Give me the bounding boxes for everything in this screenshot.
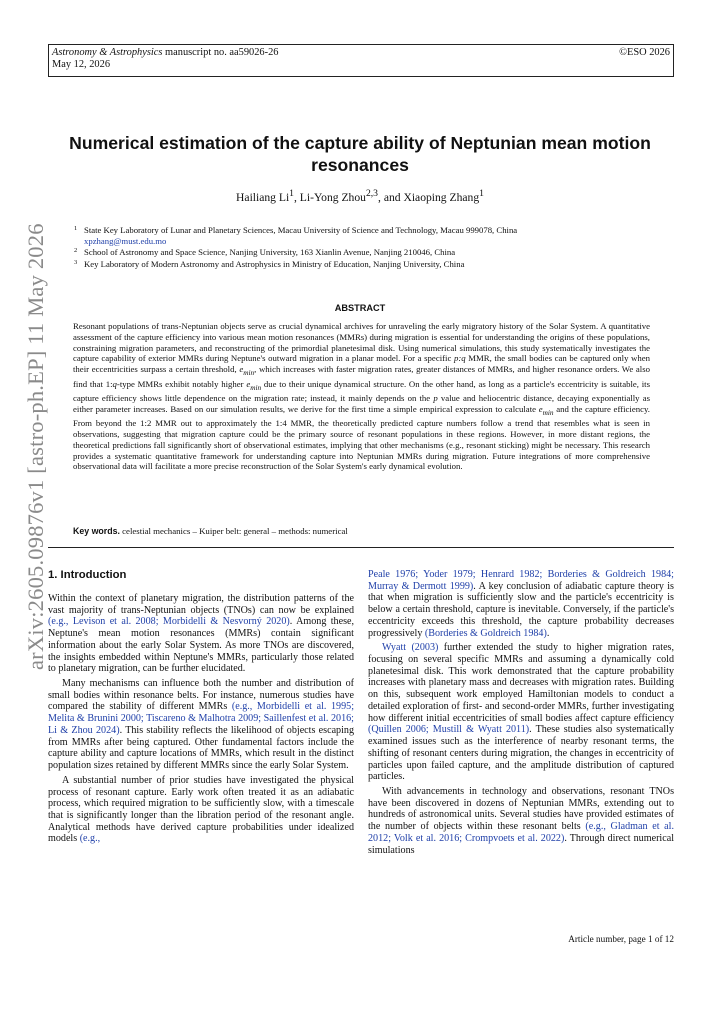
affiliation-email-row: [74, 236, 664, 247]
header-left: [52, 47, 278, 72]
page-footer: Article number, page 1 of 12: [568, 934, 674, 944]
paragraph: Within the context of planetary migration, the distribution patterns of the vast majority of trans-Neptunian objects (TNOs) can now be explained (e.g., Levison et al. 2008; Morbidelli & Nesvorný 2020). Among these, Neptune's mean motion resonances (MMRs) contain significant information about the early Solar System. As more TNOs are discovered, the insights embedded within Neptune's MMRs, particularly those related to planetary migration, can be further elucidated.: [48, 593, 354, 675]
keywords-label: Key words.: [73, 526, 120, 536]
header-date: May 12, 2026: [52, 59, 111, 71]
journal-name: Astronomy & Astrophysics: [52, 47, 163, 58]
affiliation-text: School of Astronomy and Space Science, Nanjing University, 163 Xianlin Avenue, Nanjing 210046, China: [84, 247, 456, 258]
affiliation-item: [74, 258, 664, 270]
paragraph: A substantial number of prior studies have investigated the physical process of resonant capture. Early work often treated it as an adiabatic process, which required migration to be sufficiently slow, with a timescale that is significantly longer than the libration period of the resonant angle. Analytical methods have derived capture probabilities under idealized models (e.g.,: [48, 774, 354, 845]
affiliation-number: 1: [74, 225, 78, 232]
right-column: [368, 569, 674, 856]
citation-link[interactable]: (e.g.,: [79, 833, 101, 845]
affiliation-text: State Key Laboratory of Lunar and Planetary Sciences, Macau University of Science and Technology, Macau 999078, China: [84, 225, 518, 235]
running-header: [48, 44, 674, 77]
keywords: [73, 526, 650, 536]
author-affil-marker: 1: [289, 188, 294, 199]
citation-link[interactable]: Peale 1976; Yoder 1979; Henrard 1982; Borderies & Goldreich 1984; Murray & Dermott 1999): [368, 569, 674, 592]
citation-link[interactable]: (e.g., Gladman et al. 2012; Volk et al. 2016; Crompvoets et al. 2022): [368, 821, 674, 844]
affiliation-item: [74, 246, 664, 258]
citation-link[interactable]: (Quillen 2006; Mustill & Wyatt 2011): [368, 724, 530, 736]
abstract-body: Resonant populations of trans-Neptunian objects serve as crucial dynamical archives for unraveling the early migratory history of the Solar System. A quantitative assessment of the capture efficiency into various mean motion resonances (MMRs) during migration is essential for understanding the origins of these populations, constraining migration parameters, and reconstructing of the primordial planetesimal disk. Using numerical simulations, this study systematically investigates the capture capability of exterior MMRs during Neptune's outward migration in a planar model. For a specific p:q MMR, the small bodies can be captured only when their eccentricities surpass a certain threshold, $e_{min}$, which increases with faster migration rates, greater distances of MMRs, and higher resonance orders. We also find that 1:q-type MMRs exhibit notably higher $e_{min}$ due to their unique dynamical structure. On the other hand, as long as a particle's eccentricity is suitable, its capture efficiency shows little dependence on the migration rate; instead, it mainly depends on the p value and heliocentric distance, decaying exponentially as either parameter increases. Based on our simulation results, we derive for the first time a simple empirical expression to calculate $e_{min}$ and the capture efficiency. From beyond the 1:2 MMR out to approximately the 1:4 MMR, the theoretically predicted capture numbers follow a trend that resembles what is seen in observations, suggesting that migration capture could be the primary source of resonant populations in these regions. However, in more distant regions, the theoretical predictions fall significantly short of observational estimates, implying that other mechanisms (e.g., resonant sticking) might be necessary. This research provides a systematic quantitative framework for understanding capture into Neptunian MMRs during migration. Future integrations of more comprehensive observational data will facilitate a more precise reconstruction of the Solar System's early dynamical evolution.: [73, 321, 651, 472]
paragraph: Wyatt (2003) further extended the study to higher migration rates, focusing on several specific MMRs and assuming a dynamically cold planetesimal disk. This work demonstrated that the capture probability increases with planetary mass and decreases with migration rates. Building on this, subsequent work employed Hamiltonian models to conduct a detailed exploration of first- and second-order MMRs, further investigating how different initial eccentricities of small bodies affect capture efficiency (Quillen 2006; Mustill & Wyatt 2011). These studies also systematically examined issues such as the interference of nearby resonant terms, the shifting of resonant centers during migration, the changes in eccentricity of particles upon failed capture, and the amplitude distribution of captured particles.: [368, 642, 674, 783]
contact-email-link[interactable]: xpzhang@must.edu.mo: [84, 235, 167, 246]
citation-link[interactable]: (e.g., Levison et al. 2008; Morbidelli & Nesvorný 2020): [48, 616, 290, 628]
section-heading-introduction: 1. Introduction: [48, 569, 127, 581]
keywords-text: celestial mechanics – Kuiper belt: general – methods: numerical: [119, 526, 348, 536]
author-affil-marker: 2,3: [365, 188, 379, 199]
affiliation-number: 3: [74, 259, 78, 267]
abstract-divider: [48, 547, 674, 548]
affiliation-number: 2: [74, 247, 78, 255]
author-affil-marker: 1: [479, 188, 484, 199]
arxiv-stamp[interactable]: arXiv:2605.09876v1 [astro-ph.EP] 11 May 2026: [23, 223, 48, 670]
paragraph: With advancements in technology and observations, resonant TNOs have been discovered in dozens of Neptunian MMRs, extending out to hundreds of astronomical units. Several studies have provided estimates of the number of objects within these resonant belts (e.g., Gladman et al. 2012; Volk et al. 2016; Crompvoets et al. 2022). Through direct numerical simulations: [368, 785, 674, 856]
citation-link[interactable]: Wyatt (2003): [382, 642, 439, 654]
citation-link[interactable]: (Borderies & Goldreich 1984): [424, 627, 547, 639]
abstract-heading: ABSTRACT: [334, 303, 386, 313]
author-name: , Li-Yong Zhou: [294, 190, 366, 204]
author-name: Hailiang Li: [236, 190, 290, 204]
paper-title: Numerical estimation of the capture ability of Neptunian mean motion resonances: [69, 133, 651, 175]
left-column: [48, 593, 354, 845]
affiliation-text: Key Laboratory of Modern Astronomy and Astrophysics in Ministry of Education, Nanjing University, China: [84, 259, 465, 270]
copyright-notice: ©ESO 2026: [619, 47, 670, 58]
affiliations: [74, 224, 664, 270]
author-list: [60, 188, 660, 204]
paragraph: Many mechanisms can influence both the number and distribution of small bodies within resonance belts. For instance, numerous studies have compared the stability of different MMRs (e.g., Morbidelli et al. 1995; Melita & Brunini 2000; Tiscareno & Malhotra 2009; Saillenfest et al. 2016; Li & Zhou 2024). This stability reflects the likelihood of objects escaping from MMRs after being captured. Other fundamental factors include the capture ability and capture locations of MMRs, which result in the distinct population sizes retained by different MMRs since the early Solar System.: [48, 678, 354, 772]
paragraph: Peale 1976; Yoder 1979; Henrard 1982; Borderies & Goldreich 1984; Murray & Dermott 1999). A key conclusion of adiabatic capture theory is that when migration is sufficiently slow and the particle's eccentricity is below a certain threshold, capture is inevitable. Conversely, if the particle's eccentricity exceeds this threshold, the capture probability decreases progressively (Borderies & Goldreich 1984).: [368, 569, 674, 639]
affiliation-item: [74, 224, 664, 236]
citation-link[interactable]: (e.g., Morbidelli et al. 1995; Melita & Brunini 2000; Tiscareno & Malhotra 2009; Saillenfest et al. 2016; Li & Zhou 2024): [48, 701, 354, 736]
manuscript-number: manuscript no. aa59026-26: [162, 47, 279, 58]
author-name: , and Xiaoping Zhang: [378, 190, 480, 204]
